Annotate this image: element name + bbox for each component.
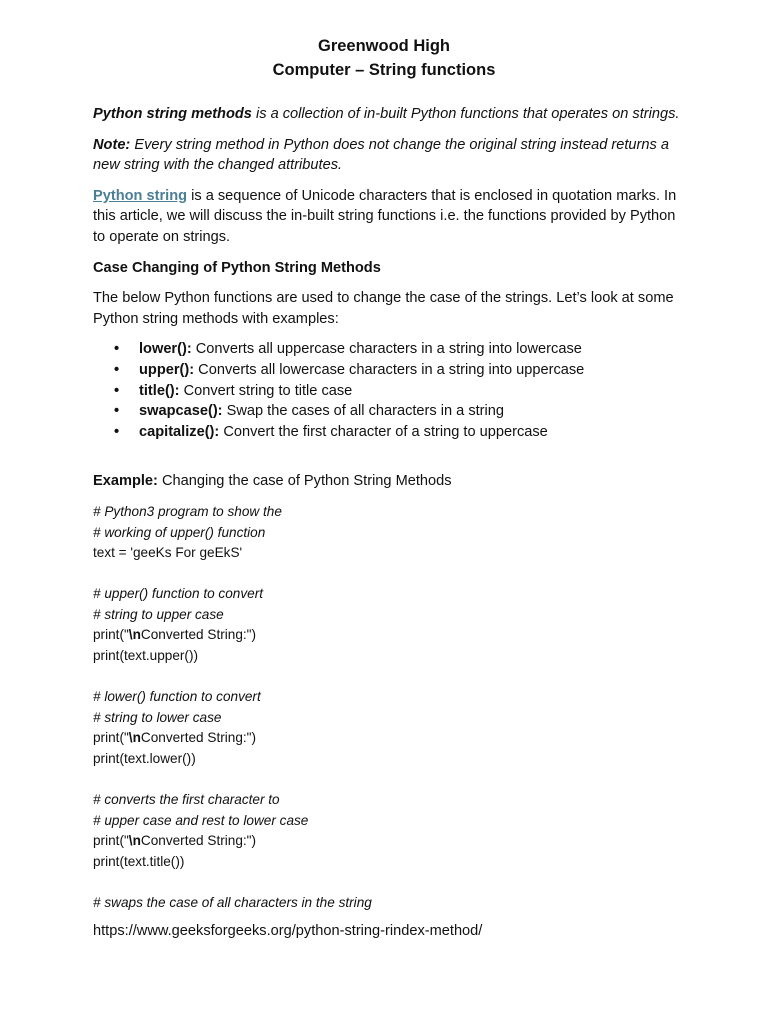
note-label: Note:: [93, 136, 131, 153]
code-comment: # converts the first character to: [93, 792, 280, 808]
code-comment: # string to lower case: [93, 709, 222, 725]
document-header: [0, 34, 768, 82]
code-comment: # working of upper() function: [93, 524, 266, 540]
code-print-close: Converted String:"): [140, 627, 257, 643]
note-paragraph: [93, 135, 683, 176]
method-desc: Convert string to title case: [179, 382, 353, 399]
list-item: [139, 381, 683, 402]
code-comment: # swaps the case of all characters in the string: [93, 895, 372, 911]
method-name: lower():: [139, 341, 192, 358]
code-blank-line: [93, 873, 683, 894]
example-heading: [93, 471, 683, 492]
list-item: [139, 422, 683, 443]
code-print-open: print(": [93, 627, 129, 643]
code-line: text = 'geeKs For geEkS': [93, 545, 243, 561]
method-desc: Convert the first character of a string to uppercase: [219, 423, 548, 440]
method-name: title():: [139, 382, 180, 399]
code-blank-line: [93, 770, 683, 791]
code-print-open: print(": [93, 730, 129, 746]
code-line: [93, 625, 683, 646]
intro-text: is a collection of in-built Python functions that operates on strings.: [251, 106, 680, 122]
methods-list: [93, 339, 683, 442]
definition-paragraph: [93, 186, 683, 248]
source-url: https://www.geeksforgeeks.org/python-string-rindex-method/: [93, 922, 483, 939]
page-title: Computer – String functions: [272, 61, 496, 79]
section-heading: Case Changing of Python String Methods: [93, 259, 381, 276]
code-blank-line: [93, 667, 683, 688]
example-label: Example:: [93, 473, 158, 490]
code-line: print(text.upper()): [93, 648, 199, 664]
section-intro: The below Python functions are used to change the case of the strings. Let’s look at some Python string methods with examples:: [93, 290, 674, 327]
method-desc: Swap the cases of all characters in a string: [222, 403, 505, 420]
list-item: [139, 339, 683, 360]
code-newline-escape: \n: [128, 627, 141, 643]
intro-paragraph: [93, 104, 683, 125]
list-item: [139, 401, 683, 422]
method-desc: Converts all lowercase characters in a string into uppercase: [194, 361, 585, 378]
method-name: swapcase():: [139, 403, 223, 420]
code-print-close: Converted String:"): [140, 730, 257, 746]
method-name: upper():: [139, 361, 195, 378]
code-block: [93, 502, 683, 914]
code-print-open: print(": [93, 833, 129, 849]
code-newline-escape: \n: [128, 833, 141, 849]
example-text: Changing the case of Python String Methods: [157, 473, 452, 490]
method-name: capitalize():: [139, 423, 220, 440]
code-comment: # upper case and rest to lower case: [93, 812, 309, 828]
code-line: print(text.lower()): [93, 751, 196, 767]
code-comment: # Python3 program to show the: [93, 503, 282, 519]
python-string-link[interactable]: Python string: [93, 187, 188, 204]
code-comment: # lower() function to convert: [93, 689, 261, 705]
code-line: [93, 831, 683, 852]
code-newline-escape: \n: [128, 730, 141, 746]
definition-text: is a sequence of Unicode characters that is enclosed in quotation marks. In this article, we will discuss the in-built string functions i.e. the functions provided by Python to operate on strings.: [93, 187, 677, 245]
code-blank-line: [93, 564, 683, 585]
code-comment: # upper() function to convert: [93, 586, 264, 602]
note-text: Every string method in Python does not change the original string instead returns a new string with the changed attributes.: [93, 136, 669, 174]
document-body: [93, 104, 683, 941]
code-print-close: Converted String:"): [140, 833, 257, 849]
code-line: print(text.title()): [93, 854, 185, 869]
intro-lead: Python string methods: [93, 106, 252, 122]
code-comment: # string to upper case: [93, 606, 224, 622]
list-item: [139, 360, 683, 381]
code-line: [93, 728, 683, 749]
school-name: Greenwood High: [318, 37, 450, 55]
method-desc: Converts all uppercase characters in a string into lowercase: [191, 341, 582, 358]
